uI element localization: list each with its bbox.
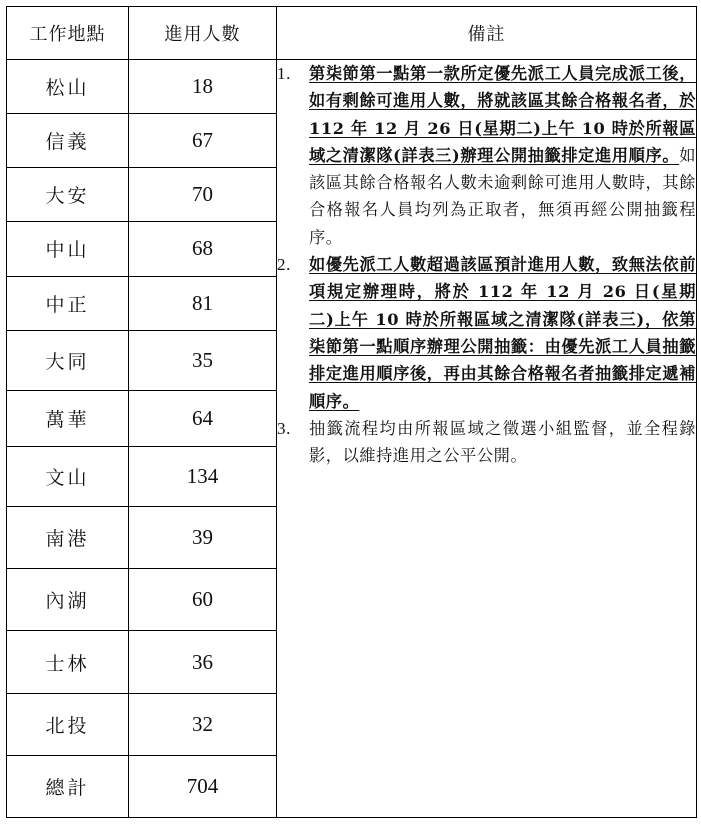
- count-cell: 134: [129, 447, 277, 507]
- location-cell: 內湖: [7, 569, 129, 631]
- remark-text: [309, 60, 696, 251]
- remark-number: 1.: [277, 64, 291, 83]
- location-cell: 文山: [7, 447, 129, 507]
- location-cell: 總計: [7, 755, 129, 817]
- remark-item: [277, 251, 696, 415]
- remark-number: 3.: [277, 418, 291, 438]
- remark-text: [309, 415, 696, 470]
- location-cell: 松山: [7, 60, 129, 114]
- count-cell: 64: [129, 390, 277, 446]
- count-cell: 39: [129, 507, 277, 569]
- location-cell: 萬華: [7, 390, 129, 446]
- count-cell: 60: [129, 569, 277, 631]
- remarks-list: [277, 60, 696, 469]
- remarks-cell: [277, 60, 697, 818]
- count-cell: 32: [129, 693, 277, 755]
- header-count: 進用人數: [129, 7, 277, 60]
- table-body: [7, 60, 697, 818]
- location-cell: 北投: [7, 693, 129, 755]
- remark-item: [277, 60, 696, 251]
- remark-text: [309, 251, 696, 415]
- location-cell: 士林: [7, 631, 129, 693]
- remark-plain: 如該區其餘合格報名人數未逾剩餘可進用人數時，其餘合格報名人員均列為正取者，無須再經公開抽籤程序。: [309, 145, 696, 247]
- count-cell: 18: [129, 60, 277, 114]
- count-cell: 81: [129, 276, 277, 330]
- count-cell: 35: [129, 330, 277, 390]
- count-cell: 704: [129, 755, 277, 817]
- header-location: 工作地點: [7, 7, 129, 60]
- count-cell: 36: [129, 631, 277, 693]
- remark-item: [277, 415, 696, 470]
- remark-emphasis: 第柒節第一點第一款所定優先派工人員完成派工後，如有剩餘可進用人數，將就該區其餘合格報名者，於 112 年 12 月 26 日(星期二)上午 10 時於所報區域之清潔隊(詳表三)辦理公開抽籤排定進用順序。: [309, 64, 696, 165]
- count-cell: 70: [129, 168, 277, 222]
- remark-number: 2.: [277, 255, 291, 275]
- location-cell: 中山: [7, 222, 129, 276]
- location-cell: 信義: [7, 114, 129, 168]
- remark-emphasis: 如優先派工人數超過該區預計進用人數，致無法依前項規定辦理時，將於 112 年 12 月 26 日(星期二)上午 10 時於所報區域之清潔隊(詳表三)，依第柒節第一點順序辦理公開抽籤：由優先派工人員抽籤排定進用順序後，再由其餘合格報名者抽籤排定遞補順序。: [309, 255, 696, 411]
- staffing-table: [6, 6, 697, 818]
- remark-plain: 抽籤流程均由所報區域之徵選小組監督，並全程錄影，以維持進用之公平公開。: [309, 418, 696, 466]
- count-cell: 67: [129, 114, 277, 168]
- table-row: [7, 60, 697, 114]
- location-cell: 大同: [7, 330, 129, 390]
- location-cell: 中正: [7, 276, 129, 330]
- location-cell: 南港: [7, 507, 129, 569]
- header-row: [7, 7, 697, 60]
- count-cell: 68: [129, 222, 277, 276]
- location-cell: 大安: [7, 168, 129, 222]
- header-remarks: 備註: [277, 7, 697, 60]
